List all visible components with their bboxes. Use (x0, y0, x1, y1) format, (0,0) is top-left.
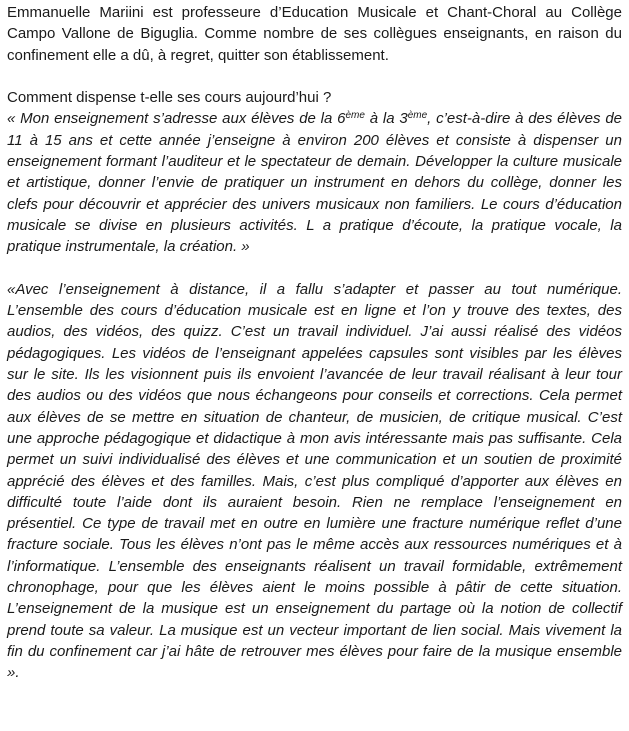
answer-1-start: « Mon enseignement s’adresse aux élèves de la 6 (7, 110, 346, 128)
answer-paragraph-1 (7, 108, 622, 257)
question-line: Comment dispense t-elle ses cours aujourd’hui ? (7, 89, 332, 107)
article (7, 2, 622, 684)
answer-1-mid: à la 3 (364, 110, 408, 128)
intro-paragraph: Emmanuelle Mariini est professeure d’Education Musicale et Chant-Choral au Collège Campo Vallone de Biguglia. Comme nombre de ses collègues enseignants, en raison du confinement elle a dû, à regret, quitter son établissement. (7, 4, 622, 64)
paragraph-gap (7, 258, 622, 279)
answer-paragraph-2: «Avec l’enseignement à distance, il a fallu s’adapter et passer au tout numérique. L’ensemble des cours d’éducation musicale est en ligne et l’on y trouve des textes, des audios, des vidéos, des quizz. C’est un travail individuel. J’ai aussi réalisé des vidéos pédagogiques. Les vidéos de l’enseignant appelées capsules sont visibles par les élèves sur le site. Ils les visionnent puis ils envoient l’avancée de leur travail réalisant à leur tour des audios ou des vidéos que nous échangeons pour conseils et corrections. Cela permet aux élèves de se mettre en situation de chanteur, de musicien, de critique musical. C’est une approche pédagogique et didactique à mon avis intéressante mais pas suffisante. Cela permet un suivi individualisé des élèves et une communication et un soutien de proximité apprécié des élèves et des familles. Mais, c’est plus compliqué d’apporter aux élèves en difficulté toute l’aide dont ils auraient besoin. Rien ne remplace l’enseignement en présentiel. Ce type de travail met en outre en lumière une fracture numérique reflet d’une fracture sociale. Tous les élèves n’ont pas le même accès aux ressources numériques et à l’informatique. L’ensemble des enseignants réalisent un travail formidable, extrêmement chronophage, pour que les élèves aient le moins possible à pâtir de cette situation. L’enseignement de la musique est un enseignement du partage où la notion de collectif prend toute sa valeur. La musique est un vecteur important de lien social. Mais vivement la fin du confinement car j’ai hâte de retrouver mes élèves pour faire de la musique ensemble ». (7, 280, 622, 682)
grade-superscript-3: ème (407, 110, 428, 122)
paragraph-gap (7, 66, 622, 87)
grade-superscript-6: ème (345, 110, 365, 122)
answer-1-rest: , c’est-à-dire à des élèves de 11 à 15 ans et cette année j’enseigne à environ 200 élèves et consiste à dispenser un enseignement formant l’auditeur et le spectateur de demain. Développer la culture musicale et artistique, donner l’envie de pratiquer un instrument en dehors du collège, donner les clefs pour découvrir et apprécier des univers musicaux non familiers. Le cours d’éducation musicale se divise en plusieurs activités. L a pratique d’écoute, la pratique vocale, la pratique instrumentale, la création. » (7, 110, 622, 256)
